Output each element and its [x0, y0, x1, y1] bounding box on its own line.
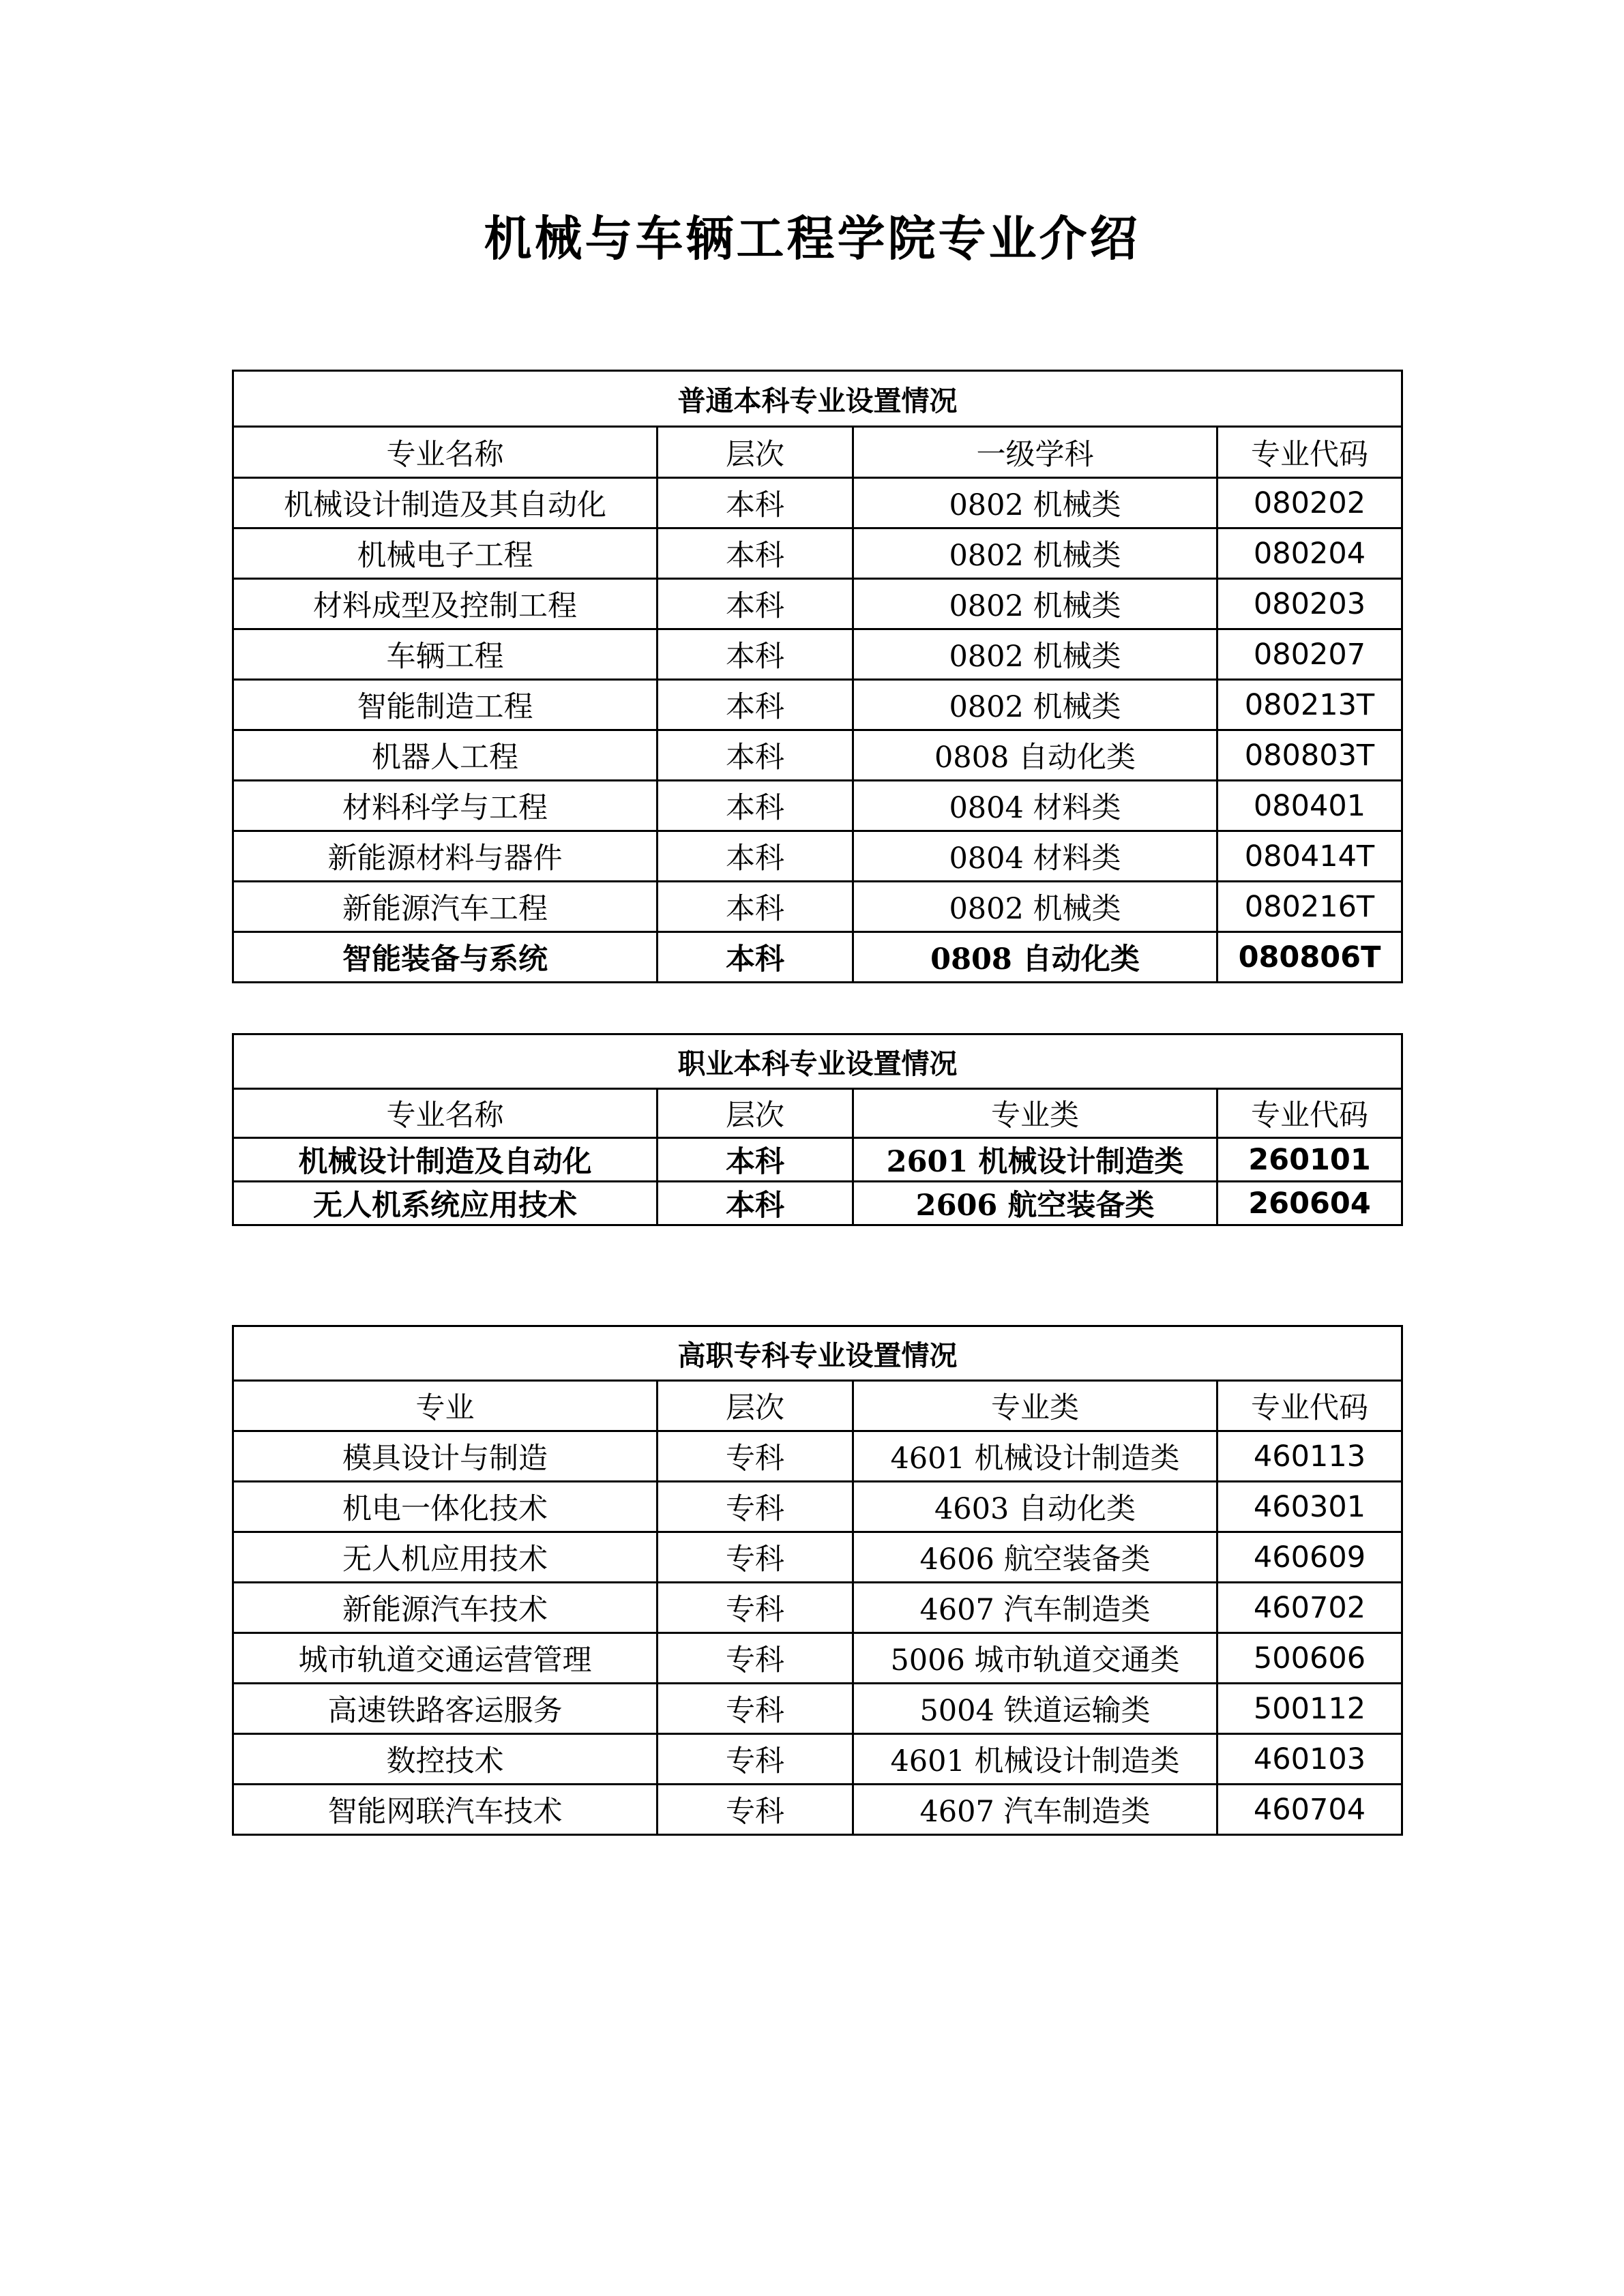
major-name-cell: 新能源汽车技术 [233, 1583, 658, 1633]
level-cell: 本科 [658, 478, 853, 528]
header-cell: 专业代码 [1217, 1089, 1402, 1138]
category-cell: 2601 机械设计制造类 [853, 1138, 1217, 1182]
table-row [233, 1138, 1402, 1182]
table-row [233, 1431, 1402, 1482]
level-cell: 本科 [658, 932, 853, 983]
major-name-cell: 无人机系统应用技术 [233, 1182, 658, 1225]
major-code-cell: 080207 [1217, 629, 1402, 680]
level-cell: 本科 [658, 528, 853, 579]
major-code-cell: 080803T [1217, 730, 1402, 781]
major-code-cell: 460702 [1217, 1583, 1402, 1633]
table-row [233, 1532, 1402, 1583]
category-cell: 0802 机械类 [853, 680, 1217, 730]
category-cell: 0802 机械类 [853, 882, 1217, 932]
table-row [233, 1482, 1402, 1532]
header-cell: 层次 [658, 1381, 853, 1431]
major-name-cell: 机电一体化技术 [233, 1482, 658, 1532]
category-cell: 0808 自动化类 [853, 730, 1217, 781]
major-name-cell: 材料科学与工程 [233, 781, 658, 831]
major-code-cell: 460301 [1217, 1482, 1402, 1532]
header-cell: 专业类 [853, 1381, 1217, 1431]
level-cell: 本科 [658, 680, 853, 730]
major-name-cell: 城市轨道交通运营管理 [233, 1633, 658, 1684]
major-code-cell: 080216T [1217, 882, 1402, 932]
category-cell: 4607 汽车制造类 [853, 1785, 1217, 1835]
level-cell: 本科 [658, 882, 853, 932]
major-code-cell: 460609 [1217, 1532, 1402, 1583]
header-cell: 专业名称 [233, 1089, 658, 1138]
category-cell: 5006 城市轨道交通类 [853, 1633, 1217, 1684]
table-caption: 普通本科专业设置情况 [233, 371, 1402, 427]
category-cell: 0802 机械类 [853, 579, 1217, 629]
level-cell: 本科 [658, 781, 853, 831]
major-name-cell: 智能制造工程 [233, 680, 658, 730]
major-code-cell: 500112 [1217, 1684, 1402, 1734]
major-name-cell: 材料成型及控制工程 [233, 579, 658, 629]
level-cell: 专科 [658, 1583, 853, 1633]
level-cell: 专科 [658, 1532, 853, 1583]
category-cell: 4606 航空装备类 [853, 1532, 1217, 1583]
table-row [233, 932, 1402, 983]
level-cell: 专科 [658, 1482, 853, 1532]
header-cell: 专业名称 [233, 427, 658, 478]
major-name-cell: 机器人工程 [233, 730, 658, 781]
major-code-cell: 460103 [1217, 1734, 1402, 1785]
major-code-cell: 080414T [1217, 831, 1402, 882]
header-cell: 专业类 [853, 1089, 1217, 1138]
major-code-cell: 080202 [1217, 478, 1402, 528]
level-cell: 本科 [658, 730, 853, 781]
major-code-cell: 080401 [1217, 781, 1402, 831]
major-name-cell: 机械设计制造及其自动化 [233, 478, 658, 528]
header-cell: 专业代码 [1217, 1381, 1402, 1431]
level-cell: 专科 [658, 1684, 853, 1734]
table-row [233, 478, 1402, 528]
table-row [233, 579, 1402, 629]
major-name-cell: 机械电子工程 [233, 528, 658, 579]
level-cell: 专科 [658, 1633, 853, 1684]
major-code-cell: 260101 [1217, 1138, 1402, 1182]
level-cell: 本科 [658, 1182, 853, 1225]
level-cell: 专科 [658, 1431, 853, 1482]
major-name-cell: 新能源材料与器件 [233, 831, 658, 882]
table-row [233, 629, 1402, 680]
level-cell: 本科 [658, 1138, 853, 1182]
header-cell: 层次 [658, 427, 853, 478]
table-caption: 职业本科专业设置情况 [233, 1034, 1402, 1089]
category-cell: 0804 材料类 [853, 781, 1217, 831]
table-row [233, 1182, 1402, 1225]
table-header-row [233, 1381, 1402, 1431]
category-cell: 0802 机械类 [853, 478, 1217, 528]
table-row [233, 831, 1402, 882]
major-name-cell: 无人机应用技术 [233, 1532, 658, 1583]
category-cell: 0802 机械类 [853, 528, 1217, 579]
major-name-cell: 机械设计制造及自动化 [233, 1138, 658, 1182]
level-cell: 本科 [658, 629, 853, 680]
vocational-college-table [232, 1325, 1403, 1836]
header-cell: 一级学科 [853, 427, 1217, 478]
major-code-cell: 460704 [1217, 1785, 1402, 1835]
page-title: 机械与车辆工程学院专业介绍 [484, 210, 1140, 267]
major-code-cell: 500606 [1217, 1633, 1402, 1684]
major-name-cell: 模具设计与制造 [233, 1431, 658, 1482]
undergraduate-majors-table [232, 370, 1403, 983]
category-cell: 4601 机械设计制造类 [853, 1431, 1217, 1482]
major-name-cell: 智能网联汽车技术 [233, 1785, 658, 1835]
table-header-row [233, 1089, 1402, 1138]
major-code-cell: 080806T [1217, 932, 1402, 983]
major-code-cell: 080204 [1217, 528, 1402, 579]
level-cell: 本科 [658, 579, 853, 629]
header-cell: 专业 [233, 1381, 658, 1431]
table-row [233, 730, 1402, 781]
category-cell: 0808 自动化类 [853, 932, 1217, 983]
table-row [233, 680, 1402, 730]
table-row [233, 882, 1402, 932]
table-caption: 高职专科专业设置情况 [233, 1326, 1402, 1381]
major-name-cell: 数控技术 [233, 1734, 658, 1785]
table-row [233, 781, 1402, 831]
level-cell: 专科 [658, 1785, 853, 1835]
category-cell: 4607 汽车制造类 [853, 1583, 1217, 1633]
category-cell: 0802 机械类 [853, 629, 1217, 680]
category-cell: 5004 铁道运输类 [853, 1684, 1217, 1734]
table-row [233, 1633, 1402, 1684]
table-row [233, 528, 1402, 579]
major-code-cell: 260604 [1217, 1182, 1402, 1225]
vocational-undergraduate-table [232, 1033, 1403, 1226]
major-code-cell: 460113 [1217, 1431, 1402, 1482]
category-cell: 0804 材料类 [853, 831, 1217, 882]
table-row [233, 1583, 1402, 1633]
category-cell: 2606 航空装备类 [853, 1182, 1217, 1225]
category-cell: 4603 自动化类 [853, 1482, 1217, 1532]
level-cell: 专科 [658, 1734, 853, 1785]
table-header-row [233, 427, 1402, 478]
header-cell: 专业代码 [1217, 427, 1402, 478]
major-name-cell: 新能源汽车工程 [233, 882, 658, 932]
major-name-cell: 车辆工程 [233, 629, 658, 680]
major-code-cell: 080203 [1217, 579, 1402, 629]
table-row [233, 1684, 1402, 1734]
major-name-cell: 高速铁路客运服务 [233, 1684, 658, 1734]
level-cell: 本科 [658, 831, 853, 882]
table-row [233, 1734, 1402, 1785]
category-cell: 4601 机械设计制造类 [853, 1734, 1217, 1785]
major-name-cell: 智能装备与系统 [233, 932, 658, 983]
header-cell: 层次 [658, 1089, 853, 1138]
table-row [233, 1785, 1402, 1835]
major-code-cell: 080213T [1217, 680, 1402, 730]
